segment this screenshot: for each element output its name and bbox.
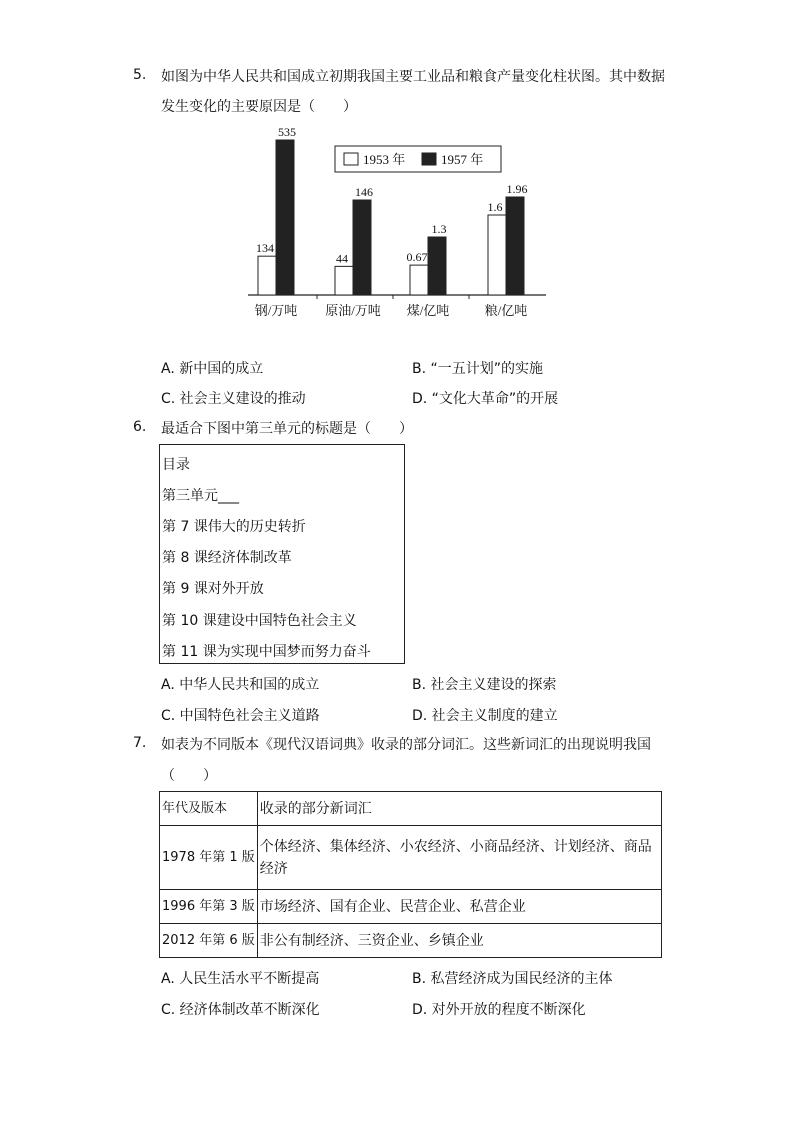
table-of-contents-box xyxy=(159,444,405,664)
question-7-number: 7. xyxy=(133,735,147,751)
bar-value-label: 146 xyxy=(355,185,373,199)
toc-lesson-11: 第 11 课为实现中国梦而努力奋斗 xyxy=(162,644,371,660)
category-label: 钢/万吨 xyxy=(254,303,298,318)
table-cell: 2012 年第 6 版 xyxy=(160,924,258,958)
question-7-option-d[interactable]: D. 对外开放的程度不断深化 xyxy=(412,1002,586,1018)
bar-1953 xyxy=(335,266,353,295)
question-5-option-a[interactable]: A. 新中国的成立 xyxy=(161,361,264,377)
bar-value-label: 1.96 xyxy=(506,182,528,196)
bar-value-label: 1.3 xyxy=(431,222,447,236)
category-label: 原油/万吨 xyxy=(325,303,381,318)
bar-1957 xyxy=(353,200,371,295)
question-7-option-a[interactable]: A. 人民生活水平不断提高 xyxy=(161,971,320,987)
toc-lesson-9: 第 9 课对外开放 xyxy=(162,581,264,597)
table-cell: 1978 年第 1 版 xyxy=(160,826,258,890)
question-6-option-d[interactable]: D. 社会主义制度的建立 xyxy=(412,708,558,724)
dictionary-vocabulary-table xyxy=(159,791,662,958)
legend-label-1953: 1953 年 xyxy=(363,152,406,167)
question-6-number: 6. xyxy=(133,419,147,435)
question-5-option-b[interactable]: B. “一五计划”的实施 xyxy=(412,361,544,377)
question-7-option-c[interactable]: C. 经济体制改革不断深化 xyxy=(161,1002,320,1018)
toc-unit-three: 第三单元___ xyxy=(162,488,239,504)
table-row xyxy=(160,890,662,924)
question-6-option-c[interactable]: C. 中国特色社会主义道路 xyxy=(161,708,320,724)
bar-1957 xyxy=(428,237,446,295)
question-7-stem-line1: 如表为不同版本《现代汉语词典》收录的部分词汇。这些新词汇的出现说明我国 xyxy=(161,737,651,753)
bar-value-label: 44 xyxy=(336,251,348,266)
category-label: 粮/亿吨 xyxy=(484,303,528,318)
table-header-cell: 年代及版本 xyxy=(160,792,258,826)
bar-1957 xyxy=(506,197,524,295)
toc-lesson-7: 第 7 课伟大的历史转折 xyxy=(162,519,306,535)
production-bar-chart xyxy=(240,120,560,330)
table-cell: 个体经济、集体经济、小农经济、小商品经济、计划经济、商品经济 xyxy=(257,826,661,890)
table-cell: 1996 年第 3 版 xyxy=(160,890,258,924)
table-row xyxy=(160,924,662,958)
bar-1953 xyxy=(410,265,428,295)
question-7-option-b[interactable]: B. 私营经济成为国民经济的主体 xyxy=(412,971,613,987)
table-cell: 市场经济、国有企业、民营企业、私营企业 xyxy=(257,890,661,924)
toc-title: 目录 xyxy=(162,457,190,473)
category-label: 煤/亿吨 xyxy=(406,303,450,318)
bar-value-label: 134 xyxy=(256,241,274,256)
question-6-option-b[interactable]: B. 社会主义建设的探索 xyxy=(412,677,557,693)
question-5-option-c[interactable]: C. 社会主义建设的推动 xyxy=(161,391,306,407)
bar-1953 xyxy=(258,256,276,295)
bar-value-label: 0.67 xyxy=(406,250,428,265)
question-7-stem-line2: （ ） xyxy=(161,768,217,784)
question-5-stem-line1: 如图为中华人民共和国成立初期我国主要工业品和粮食产量变化柱状图。其中数据 xyxy=(161,69,665,85)
bar-1957 xyxy=(276,140,294,295)
question-5-option-d[interactable]: D. “文化大革命”的开展 xyxy=(412,391,559,407)
table-header-row xyxy=(160,792,662,826)
legend-swatch-1953 xyxy=(344,153,358,165)
bar-value-label: 1.6 xyxy=(487,200,503,214)
bar-value-label: 535 xyxy=(278,125,296,139)
toc-lesson-8: 第 8 课经济体制改革 xyxy=(162,550,292,566)
legend-swatch-1957 xyxy=(422,153,436,165)
table-cell: 非公有制经济、三资企业、乡镇企业 xyxy=(257,924,661,958)
bar-1953 xyxy=(488,215,506,295)
table-row xyxy=(160,826,662,890)
legend-label-1957: 1957 年 xyxy=(441,152,484,167)
toc-lesson-10: 第 10 课建设中国特色社会主义 xyxy=(162,613,357,629)
question-6-option-a[interactable]: A. 中华人民共和国的成立 xyxy=(161,677,320,693)
table-header-cell: 收录的部分新词汇 xyxy=(257,792,661,826)
question-6-stem: 最适合下图中第三单元的标题是（ ） xyxy=(161,421,413,437)
question-5-stem-line2: 发生变化的主要原因是（ ） xyxy=(161,99,357,115)
question-5-number: 5. xyxy=(133,67,147,83)
